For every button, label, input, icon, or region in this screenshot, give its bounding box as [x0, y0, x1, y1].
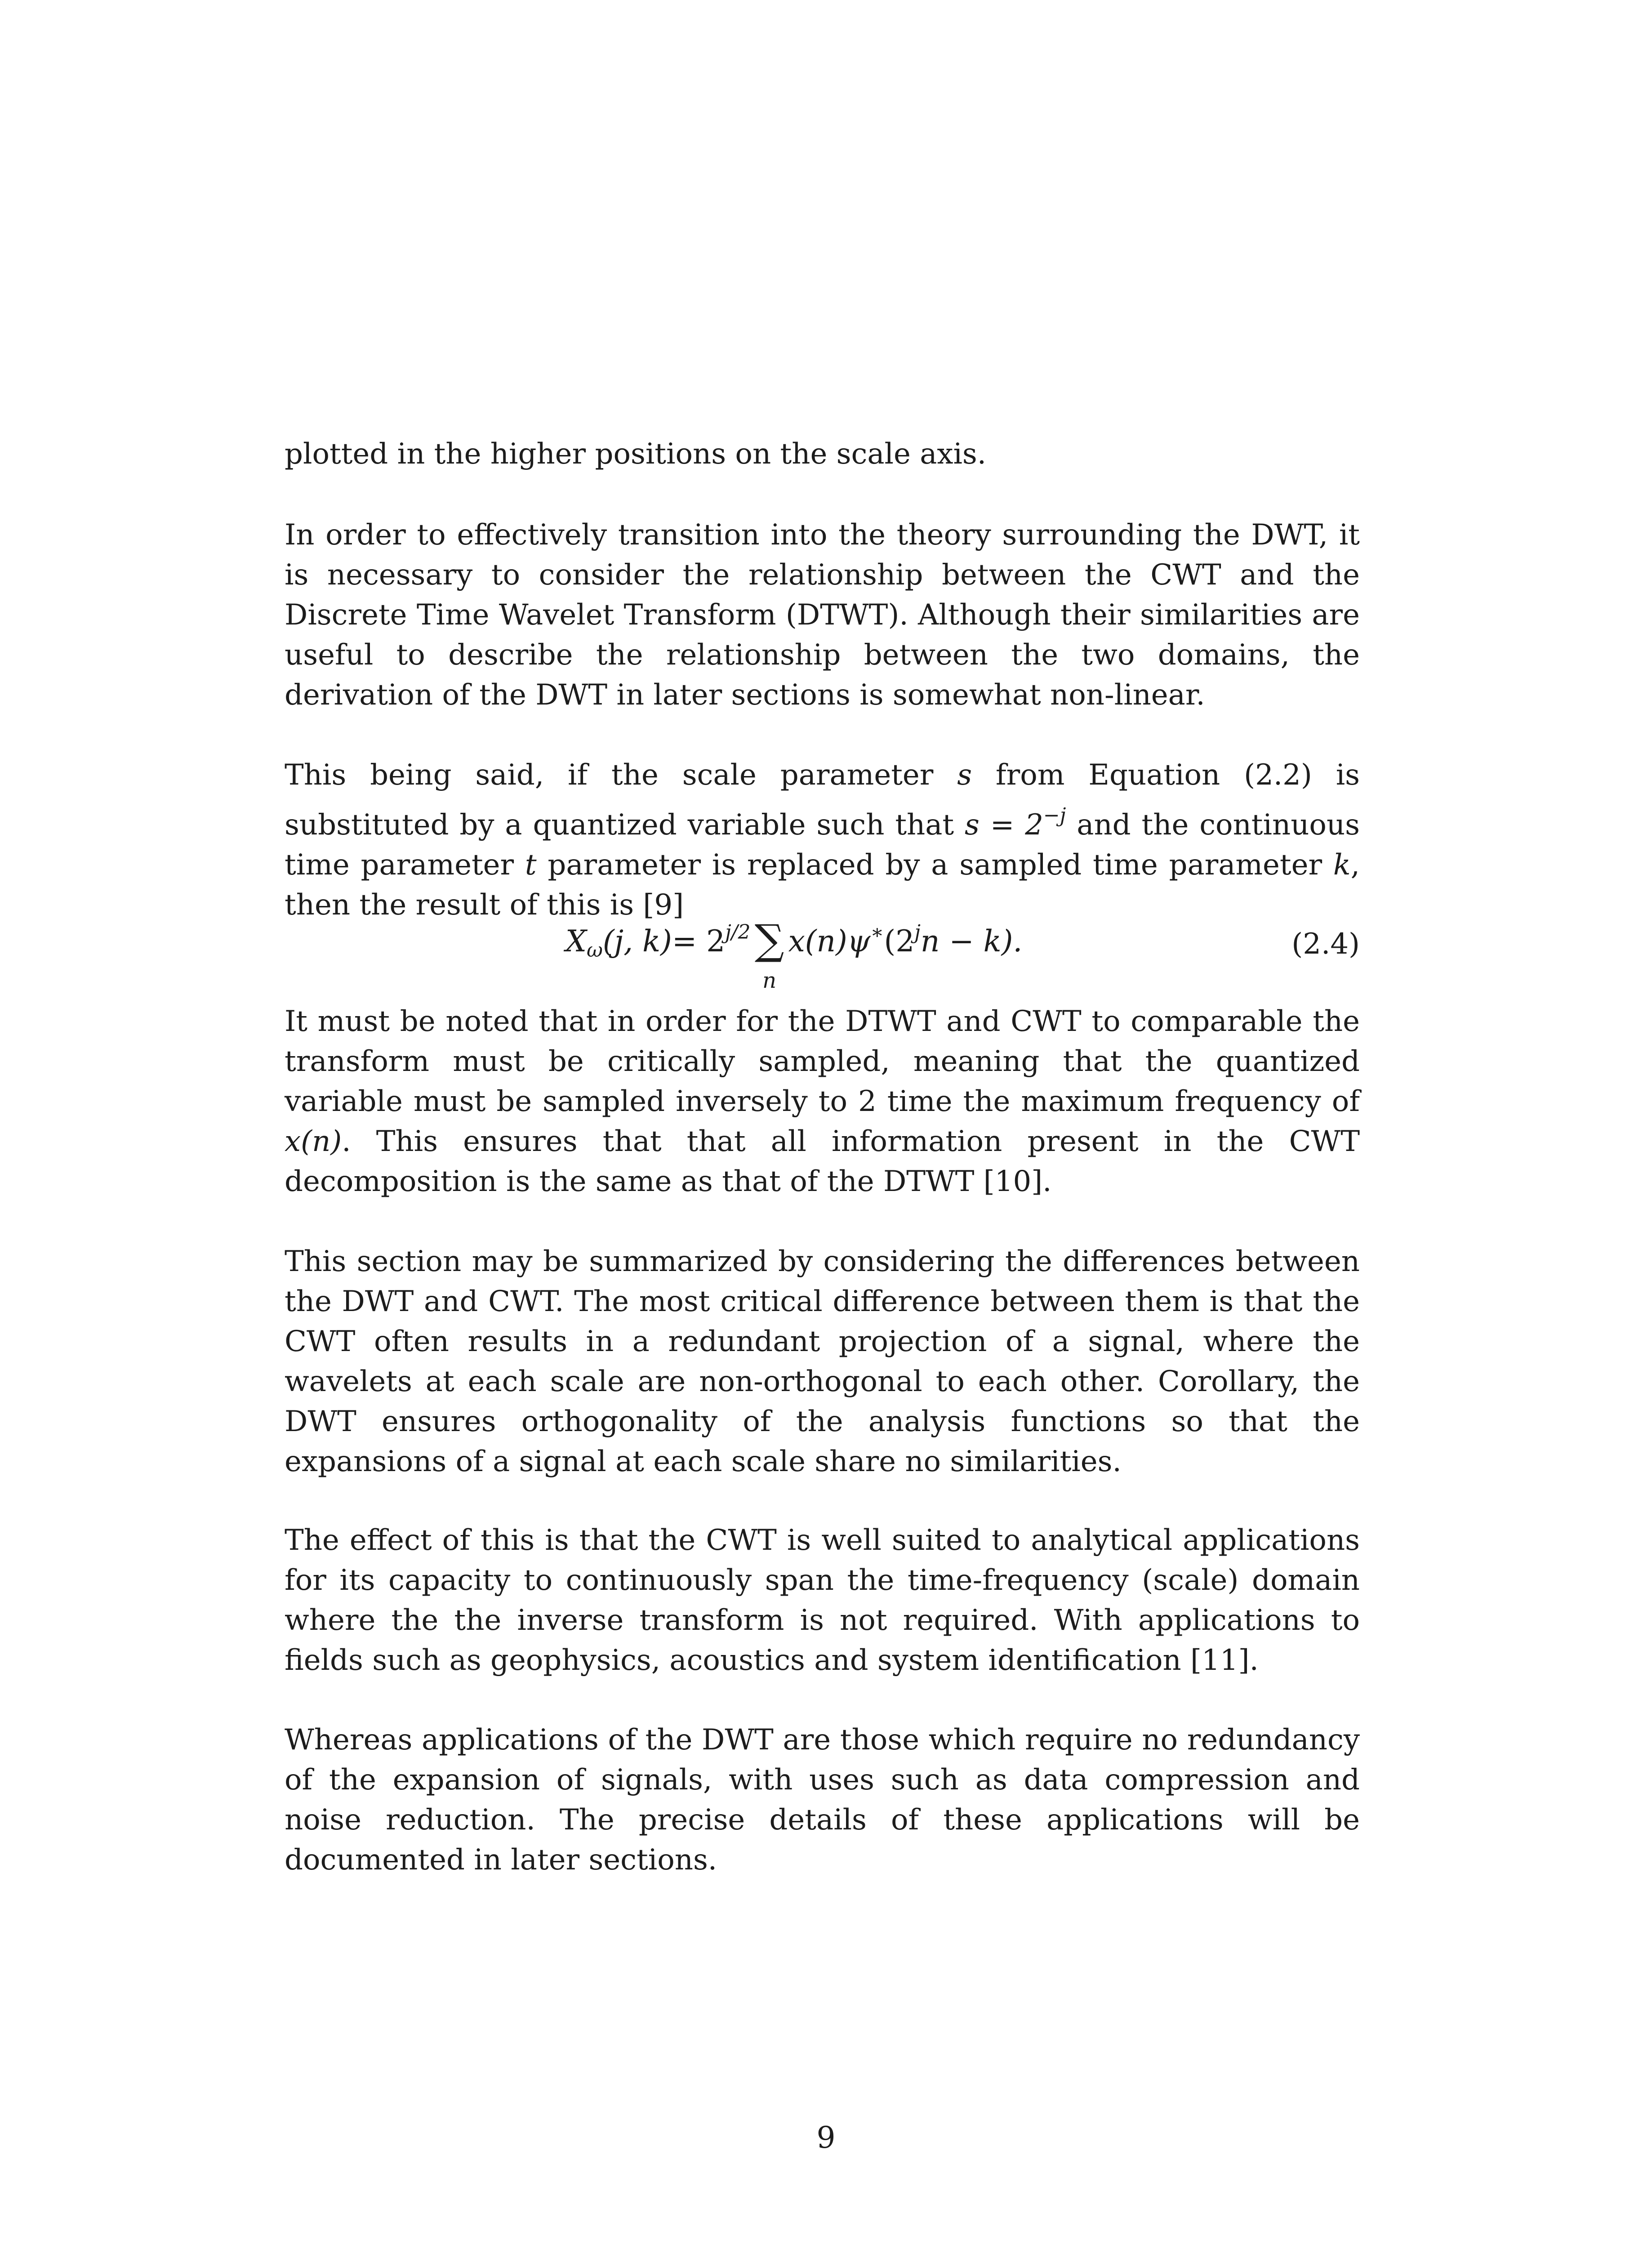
text-block-7 [285, 1720, 1360, 1880]
equation-body [566, 916, 1023, 1005]
text-block-3 [285, 755, 1360, 925]
eq-equals: = 2 [672, 924, 726, 959]
p3-text-4: parameter is replaced by a sampled time parameter [536, 848, 1333, 882]
text-block-2 [285, 515, 1360, 715]
p4-math-xn: x(n) [285, 1125, 342, 1158]
text-block-5 [285, 1242, 1360, 1482]
p3-math-s: s [957, 758, 972, 792]
p3-text-1: This being said, if the scale parameter [285, 758, 957, 792]
p3-text-2: from Equation (2.2) is substituted by a quantized variable such that [285, 758, 1360, 842]
equation-number: (2.4) [1291, 928, 1360, 961]
p4-text-2: . This ensures that that all information present in the CWT decomposition is the same as that of the DTWT [10]. [285, 1125, 1360, 1198]
text-block-6 [285, 1521, 1360, 1681]
eq-rhs-conjugate: ∗ [870, 921, 884, 944]
paragraph-4 [285, 1002, 1360, 1202]
paragraph-3 [285, 755, 1360, 925]
eq-rhs-1: x(n)ψ [788, 924, 871, 959]
p3-math-s-exp: −j [1043, 804, 1066, 827]
sum-symbol: ∑ n [751, 919, 788, 961]
eq-rhs-3: n − k). [920, 924, 1023, 959]
p3-text-3: and the continuous time parameter [285, 808, 1360, 882]
paragraph-5: This section may be summarized by considering the differences between the DWT and CWT. The most critical difference between them is that the CWT often results in a redundant projection of a signal, where the wavelets at each scale are non-orthogonal to each other. Corollary, the DWT ensures orthogonality of the analysis functions so that the expansions of a signal at each scale share no similarities. [285, 1245, 1360, 1478]
eq-rhs-pow-j: j [914, 921, 921, 944]
eq-lhs-x: X [566, 924, 587, 959]
p3-math-k: k [1333, 848, 1351, 882]
p3-math-s-eq: s = 2 [965, 808, 1043, 842]
paragraph-2: In order to effectively transition into the theory surrounding the DWT, it is necessary to consider the relationship between the CWT and the Discrete Time Wavelet Transform (DTWT). Although their similarities are useful to describe the relationship between the two domains, the derivation of the DWT in later sections is somewhat non-linear. [285, 518, 1360, 712]
sum-index: n [762, 968, 777, 993]
p3-text-5: , then the result of this is [9] [285, 848, 1360, 922]
paragraph-1: plotted in the higher positions on the scale axis. [285, 437, 987, 471]
text-block-top [285, 434, 1360, 474]
p4-text-1: It must be noted that in order for the DTWT and CWT to comparable the transform must be critically sampled, meaning that the quantized variable must be sampled inversely to 2 time the maximum frequency of [285, 1005, 1360, 1118]
text-block-4 [285, 1002, 1360, 1202]
eq-rhs-2: (2 [884, 924, 915, 959]
page-number: 9 [816, 2120, 836, 2155]
eq-power: j/2 [725, 921, 751, 944]
paragraph-7: Whereas applications of the DWT are those which require no redundancy of the expansion of signals, with uses such as data compression and noise reduction. The precise details of these applications will be documented in later sections. [285, 1723, 1360, 1877]
eq-lhs-args: (j, k) [602, 924, 672, 959]
paragraph-6: The effect of this is that the CWT is well suited to analytical applications for its capacity to continuously span the time-frequency (scale) domain where the the inverse transform is not required. With applications to fields such as geophysics, acoustics and system identification [11]. [285, 1524, 1360, 1677]
eq-lhs-omega: ω [587, 939, 603, 962]
equation-2-4 [285, 916, 1360, 1005]
p3-math-t: t [525, 848, 537, 882]
